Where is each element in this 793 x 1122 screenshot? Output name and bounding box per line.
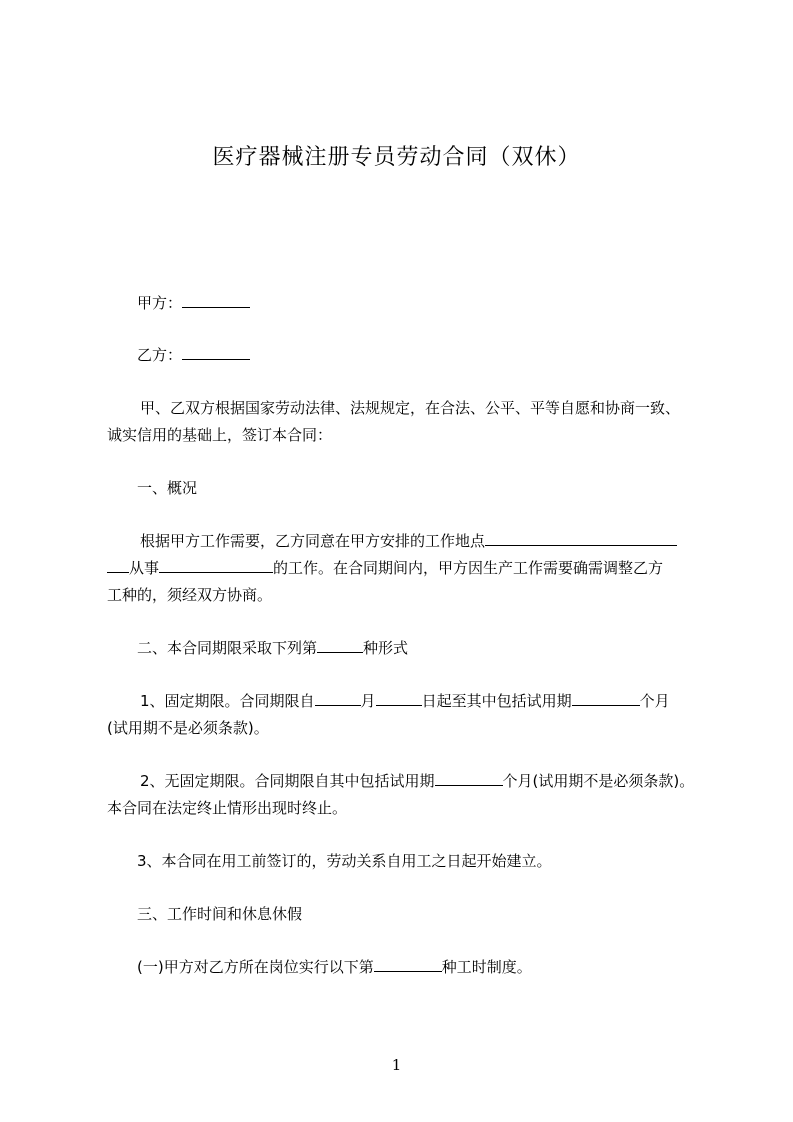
probation-months-blank-1 (572, 689, 640, 706)
party-b-label: 乙方： (137, 346, 183, 364)
party-b-blank (182, 343, 250, 360)
intro-line-2: 诚实信用的基础上，签订本合同： (107, 426, 333, 444)
party-b-line (137, 340, 250, 370)
party-a-line (137, 288, 250, 318)
section-1-line-3: 工种的，须经双方协商。 (107, 586, 273, 604)
working-hours-system-blank (374, 955, 442, 972)
section-2-heading (137, 633, 408, 663)
section-1-line-2 (107, 553, 663, 583)
document-title: 医疗器械注册专员劳动合同（双休） (212, 145, 581, 170)
section-3-item-1-text-a: (一)甲方对乙方所在岗位实行以下第 (137, 958, 374, 976)
party-a-label: 甲方： (137, 294, 183, 312)
item-2-text-b: 个月(试用期不是必须条款)。 (502, 772, 695, 790)
intro-line-1: 甲、乙双方根据国家劳动法律、法规规定，在合法、公平、平等自愿和协商一致、 (140, 399, 681, 417)
page-number: 1 (391, 1056, 402, 1074)
start-day-blank (376, 689, 422, 706)
item-1-text-a: 1、固定期限。合同期限自 (140, 692, 315, 710)
item-1-text-c: 日起至其中包括试用期 (421, 692, 572, 710)
item-2-text-a: 2、无固定期限。合同期限自其中包括试用期 (140, 772, 435, 790)
section-1-text-2b: 的工作。在合同期间内，甲方因生产工作需要确需调整乙方 (273, 559, 664, 577)
start-month-blank (315, 689, 361, 706)
section-3-item-1 (137, 952, 532, 982)
item-1-line-2: (试用期不是必须条款)。 (107, 719, 269, 737)
party-a-blank (182, 291, 250, 308)
section-3-item-1-text-b: 种工时制度。 (441, 958, 532, 976)
section-1-heading: 一、概况 (137, 479, 198, 497)
item-1-text-d: 个月 (639, 692, 670, 710)
section-2-text-a: 二、本合同期限采取下列第 (137, 639, 318, 657)
item-2-line-1 (140, 766, 694, 796)
section-1-line-1 (140, 526, 677, 556)
section-1-text-1: 根据甲方工作需要，乙方同意在甲方安排的工作地点 (140, 532, 486, 550)
item-3: 3、本合同在用工前签订的，劳动关系自用工之日起开始建立。 (137, 852, 552, 870)
contract-form-blank (317, 636, 363, 653)
item-2-line-2: 本合同在法定终止情形出现时终止。 (107, 799, 348, 817)
work-location-blank (485, 529, 677, 546)
item-1-line-1 (140, 686, 670, 716)
item-1-text-b: 月 (360, 692, 376, 710)
job-type-blank (159, 556, 273, 573)
probation-months-blank-2 (435, 769, 503, 786)
work-location-blank-cont (107, 556, 129, 573)
section-1-text-2a: 从事 (129, 559, 160, 577)
section-3-heading: 三、工作时间和休息休假 (137, 905, 303, 923)
section-2-text-b: 种形式 (363, 639, 409, 657)
